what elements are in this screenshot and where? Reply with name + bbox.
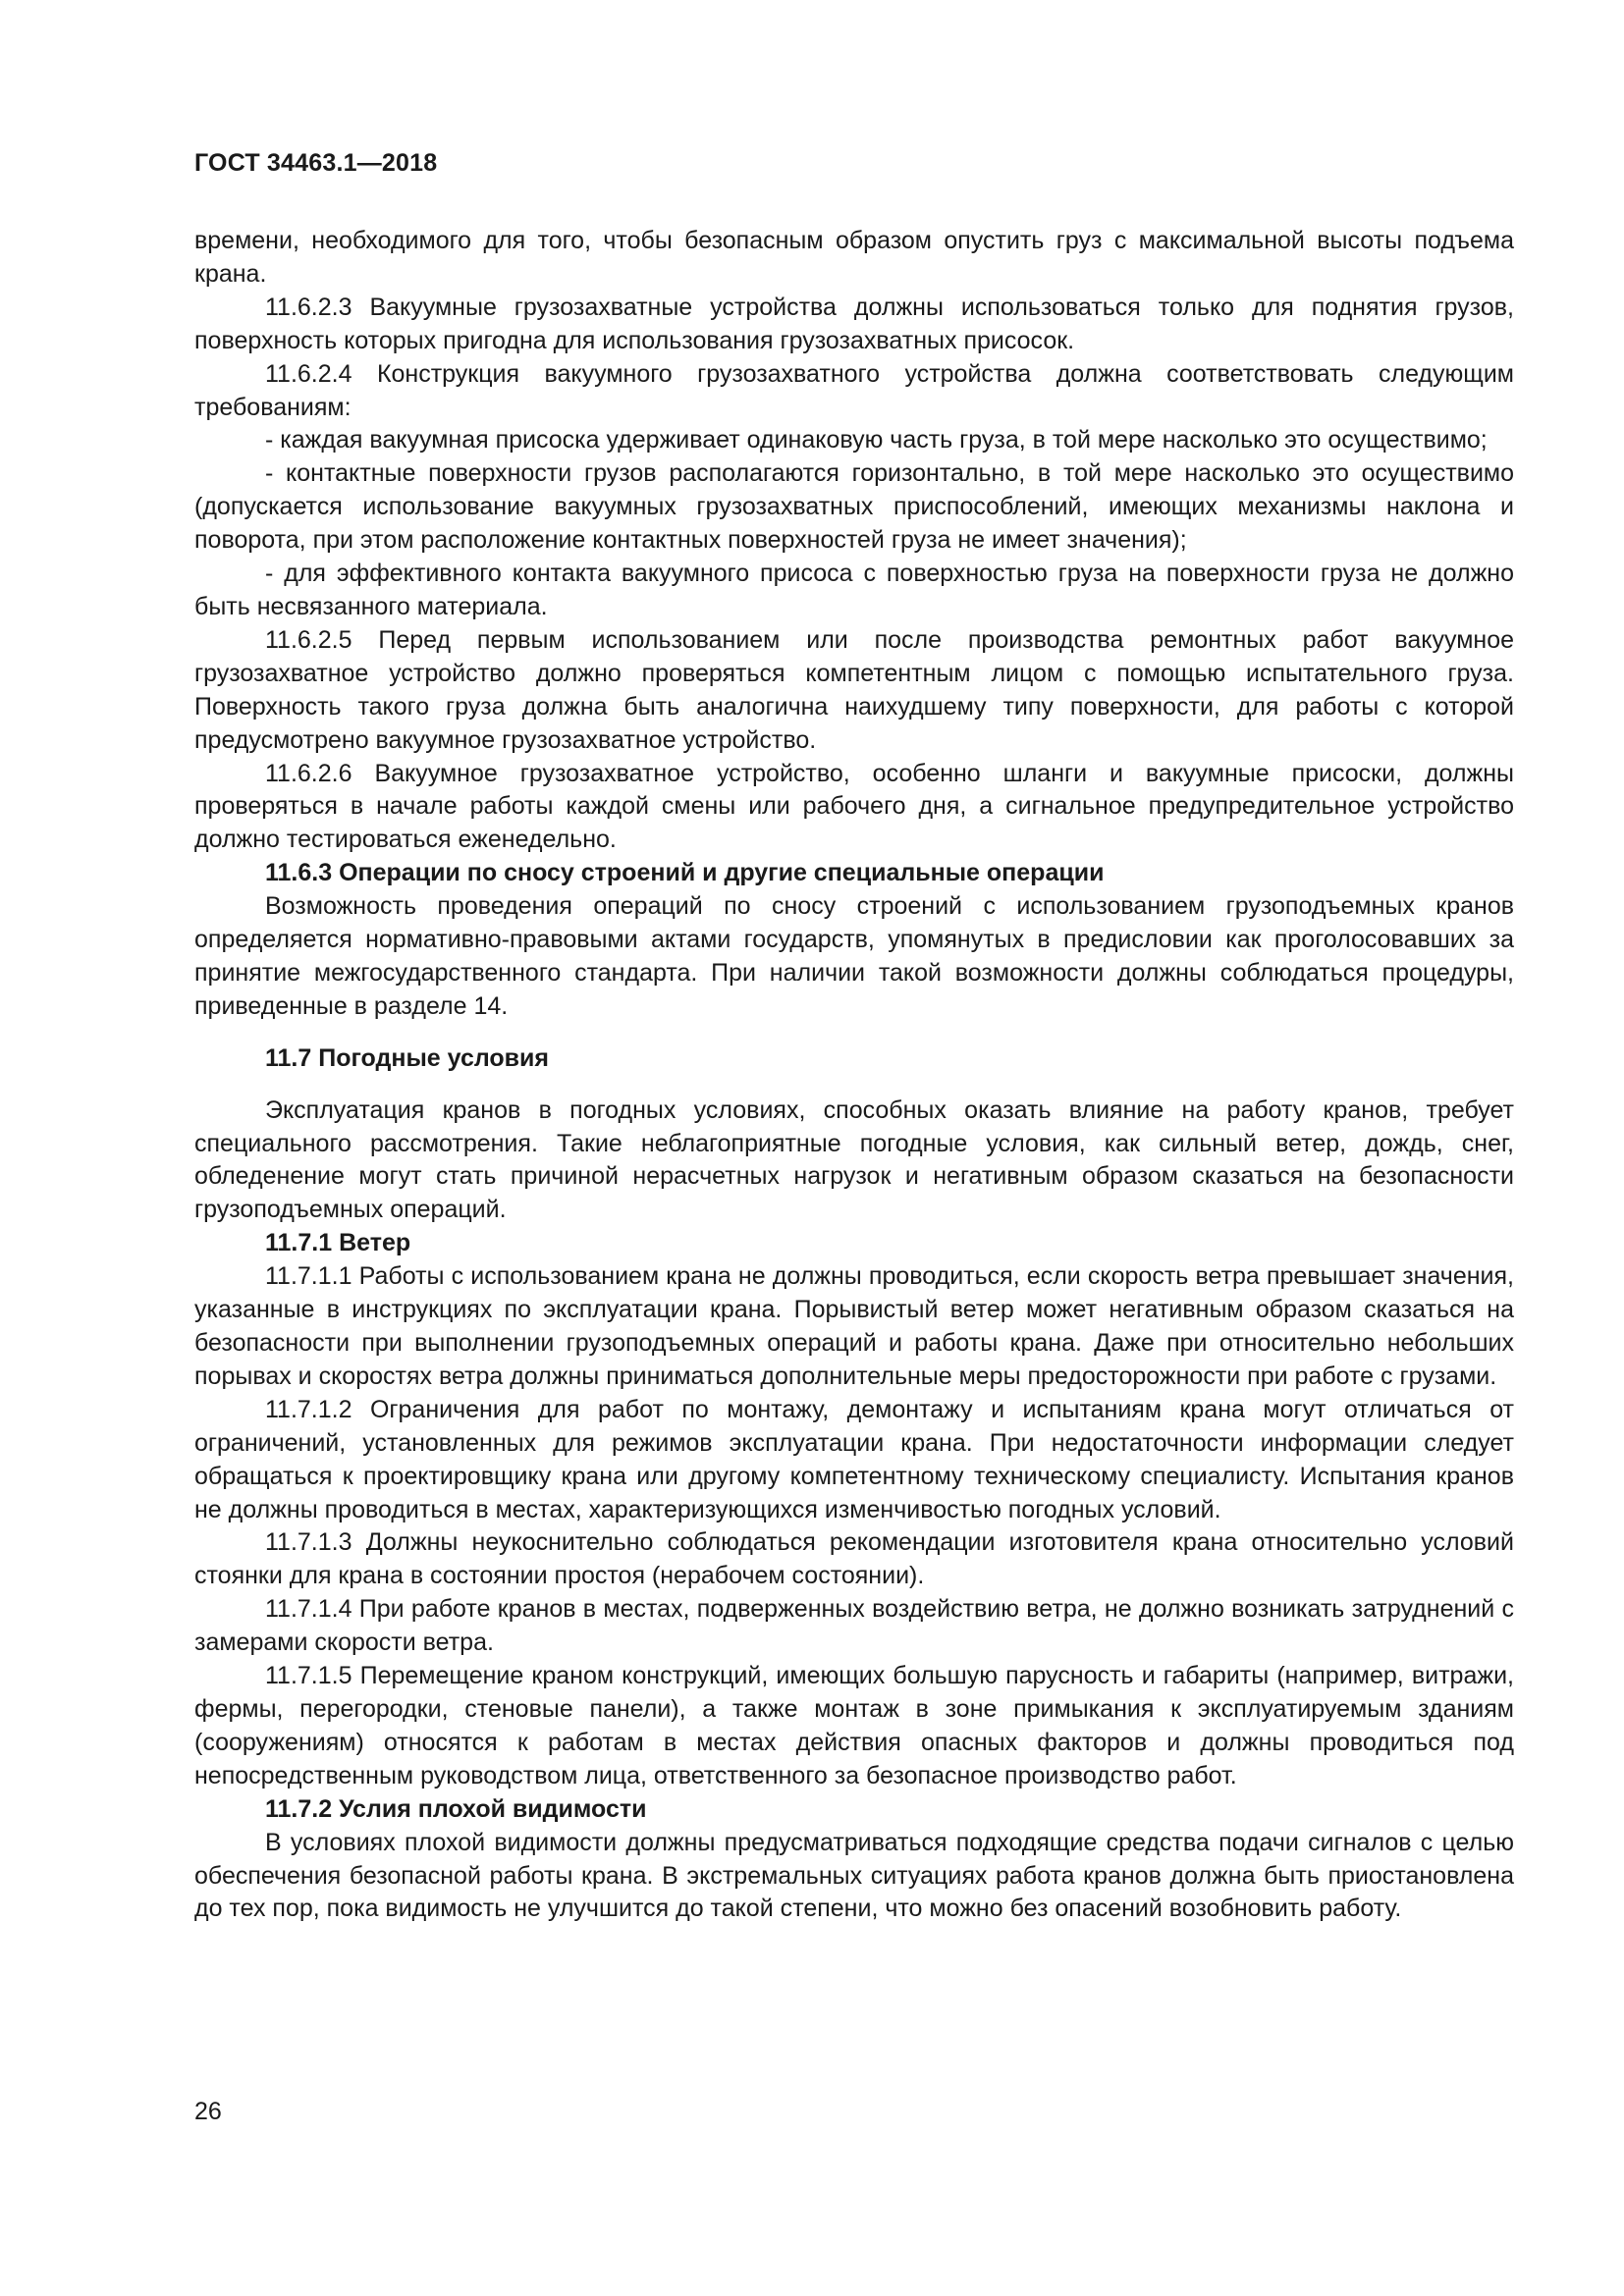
list-item: - контактные поверхности грузов располагаются горизонтально, в той мере насколько это осуществимо (допускается использование вакуумных грузозахватных приспособлений, имеющих механизмы наклона и поворота, при этом расположение контактных поверхностей груза не имеет значения); <box>194 459 1514 555</box>
paragraph-11-6-2-5: 11.6.2.5 Перед первым использованием или после производства ремонтных работ вакуумное грузозахватное устройство должно проверяться компетентным лицом с помощью испытательного груза. Поверхность такого груза должна быть аналогична наихудшему типу поверхности, для работы с которой предусмотрено вакуумное грузозахватное устройство. <box>194 625 1514 754</box>
paragraph-11-7-2-body: В условиях плохой видимости должны предусматриваться подходящие средства подачи сигналов с целью обеспечения безопасной работы крана. В экстремальных ситуациях работа кранов должна быть приостановлена до тех пор, пока видимость не улучшится до такой степени, что можно без опасений возобновить работу. <box>194 1828 1514 1923</box>
paragraph-11-7-body: Эксплуатация кранов в погодных условиях, способных оказать влияние на работу кранов, требует специального рассмотрения. Такие неблагоприятные погодные условия, как сильный ветер, дождь, снег, обледенение могут стать причиной нерасчетных нагрузок и негативным образом сказаться на безопасности грузоподъемных операций. <box>194 1095 1514 1224</box>
document-body <box>194 225 1514 1926</box>
paragraph-11-7-1-5: 11.7.1.5 Перемещение краном конструкций, имеющих большую парусность и габариты (например, витражи, фермы, перегородки, стеновые панели), а также монтаж в зоне примыкания к эксплуатируемым зданиям (сооружениям) относятся к работам в местах действия опасных факторов и должны проводиться под непосредственным руководством лица, ответственного за безопасное производство работ. <box>194 1662 1514 1789</box>
heading-11-7-1: 11.7.1 Ветер <box>265 1229 411 1257</box>
paragraph-11-6-3-body: Возможность проведения операций по сносу строений с использованием грузоподъемных кранов определяется нормативно-правовыми актами государств, упомянутых в предисловии как проголосовавших за принятие межгосударственного стандарта. При наличии такой возможности должны соблюдаться процедуры, приведенные в разделе 14. <box>194 892 1514 1020</box>
page-number: 26 <box>194 2098 222 2125</box>
paragraph-11-6-2-6: 11.6.2.6 Вакуумное грузозахватное устройство, особенно шланги и вакуумные присоски, должны проверяться в начале работы каждой смены или рабочего дня, а сигнальное предупредительное устройство должно тестироваться еженедельно. <box>194 759 1514 854</box>
paragraph-11-7-1-2: 11.7.1.2 Ограничения для работ по монтажу, демонтажу и испытаниям крана могут отличаться от ограничений, установленных для режимов эксплуатации крана. При недостаточности информации следует обращаться к проектировщику крана или другому компетентному техническому специалисту. Испытания кранов не должны проводиться в местах, характеризующихся изменчивостью погодных условий. <box>194 1395 1514 1523</box>
paragraph-11-7-1-4: 11.7.1.4 При работе кранов в местах, подверженных воздействию ветра, не должно возникать затруднений с замерами скорости ветра. <box>194 1595 1514 1657</box>
heading-11-7: 11.7 Погодные условия <box>265 1043 549 1072</box>
paragraph-11-6-2-3: 11.6.2.3 Вакуумные грузозахватные устройства должны использоваться только для поднятия грузов, поверхность которых пригодна для использования грузозахватных присосок. <box>194 293 1514 354</box>
paragraph-11-7-1-3: 11.7.1.3 Должны неукоснительно соблюдаться рекомендации изготовителя крана относительно условий стоянки для крана в состоянии простоя (нерабочем состоянии). <box>194 1528 1514 1590</box>
list-item: - каждая вакуумная присоска удерживает одинаковую часть груза, в той мере насколько это осуществимо; <box>265 426 1488 454</box>
list-item: - для эффективного контакта вакуумного присоса с поверхностью груза на поверхности груза не должно быть несвязанного материала. <box>194 560 1514 620</box>
paragraph-continuation: времени, необходимого для того, чтобы безопасным образом опустить груз с максимальной высоты подъема крана. <box>194 227 1514 288</box>
paragraph-11-6-2-4: 11.6.2.4 Конструкция вакуумного грузозахватного устройства должна соответствовать следующим требованиям: <box>194 359 1514 421</box>
document-header: ГОСТ 34463.1—2018 <box>194 149 438 177</box>
paragraph-11-7-1-1: 11.7.1.1 Работы с использованием крана не должны проводиться, если скорость ветра превышает значения, указанные в инструкциях по эксплуатации крана. Порывистый ветер может негативным образом сказаться на безопасности при выполнении грузоподъемных операций и работы крана. Даже при относительно небольших порывах и скоростях ветра должны приниматься дополнительные меры предосторожности при работе с грузами. <box>194 1262 1514 1390</box>
heading-11-6-3: 11.6.3 Операции по сносу строений и другие специальные операции <box>265 859 1105 887</box>
heading-11-7-2: 11.7.2 Услия плохой видимости <box>265 1794 647 1823</box>
